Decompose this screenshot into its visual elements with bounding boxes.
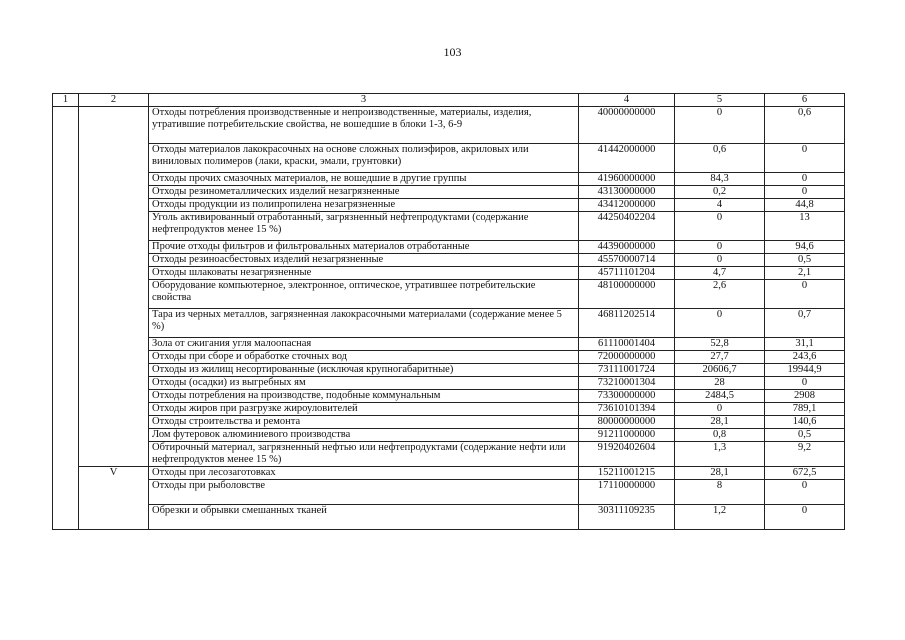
table-row xyxy=(53,212,845,241)
value-col6: 0,5 xyxy=(765,429,845,442)
table-row xyxy=(53,199,845,212)
waste-code: 72000000000 xyxy=(579,351,675,364)
waste-name: Отходы резиноасбестовых изделий незагрязненные xyxy=(149,254,579,267)
table-row xyxy=(53,403,845,416)
waste-code: 48100000000 xyxy=(579,280,675,309)
column-header-6: 6 xyxy=(765,94,845,107)
waste-code: 73300000000 xyxy=(579,390,675,403)
table-row xyxy=(53,442,845,467)
value-col6: 2908 xyxy=(765,390,845,403)
waste-name: Обрезки и обрывки смешанных тканей xyxy=(149,505,579,530)
column-header-4: 4 xyxy=(579,94,675,107)
value-col6: 0 xyxy=(765,173,845,186)
waste-name: Зола от сжигания угля малоопасная xyxy=(149,338,579,351)
table-row xyxy=(53,467,845,480)
waste-name: Отходы потребления производственные и непроизводственные, материалы, изделия, утратившие потребительские свойства, не вошедшие в блоки 1-3, 6-9 xyxy=(149,107,579,144)
waste-name: Уголь активированный отработанный, загрязненный нефтепродуктами (содержание нефтепродуктов менее 15 %) xyxy=(149,212,579,241)
waste-name: Отходы строительства и ремонта xyxy=(149,416,579,429)
value-col6: 13 xyxy=(765,212,845,241)
value-col6: 0 xyxy=(765,480,845,505)
group-label: V xyxy=(79,467,149,530)
header-row xyxy=(53,94,845,107)
value-col5: 27,7 xyxy=(675,351,765,364)
waste-name: Отходы при сборе и обработке сточных вод xyxy=(149,351,579,364)
value-col5: 0 xyxy=(675,107,765,144)
table-row xyxy=(53,429,845,442)
waste-name: Отходы из жилищ несортированные (исключая крупногабаритные) xyxy=(149,364,579,377)
waste-name: Оборудование компьютерное, электронное, оптическое, утратившее потребительские свойства xyxy=(149,280,579,309)
table-row xyxy=(53,144,845,173)
value-col5: 4,7 xyxy=(675,267,765,280)
column-header-3: 3 xyxy=(149,94,579,107)
waste-name: Отходы материалов лакокрасочных на основе сложных полиэфиров, акриловых или виниловых полимеров (лаки, краски, эмали, грунтовки) xyxy=(149,144,579,173)
page-number: 103 xyxy=(443,45,462,59)
table-row xyxy=(53,480,845,505)
waste-name: Отходы (осадки) из выгребных ям xyxy=(149,377,579,390)
waste-code: 30311109235 xyxy=(579,505,675,530)
waste-name: Отходы при рыболовстве xyxy=(149,480,579,505)
table-row xyxy=(53,241,845,254)
value-col5: 4 xyxy=(675,199,765,212)
table-row xyxy=(53,364,845,377)
waste-code: 45570000714 xyxy=(579,254,675,267)
waste-code: 17110000000 xyxy=(579,480,675,505)
table-row xyxy=(53,416,845,429)
col1-merged-cell xyxy=(53,107,79,530)
waste-code: 44250402204 xyxy=(579,212,675,241)
value-col5: 84,3 xyxy=(675,173,765,186)
table-row xyxy=(53,390,845,403)
table-row xyxy=(53,173,845,186)
waste-name: Отходы резинометаллических изделий незагрязненные xyxy=(149,186,579,199)
value-col5: 1,3 xyxy=(675,442,765,467)
value-col5: 20606,7 xyxy=(675,364,765,377)
value-col6: 0,6 xyxy=(765,107,845,144)
waste-name: Отходы жиров при разгрузке жироуловителей xyxy=(149,403,579,416)
value-col5: 0,6 xyxy=(675,144,765,173)
table-row xyxy=(53,351,845,364)
value-col6: 789,1 xyxy=(765,403,845,416)
value-col5: 28,1 xyxy=(675,416,765,429)
value-col5: 2484,5 xyxy=(675,390,765,403)
waste-code: 40000000000 xyxy=(579,107,675,144)
waste-name: Прочие отходы фильтров и фильтровальных материалов отработанные xyxy=(149,241,579,254)
value-col5: 28 xyxy=(675,377,765,390)
table-row xyxy=(53,267,845,280)
table-row xyxy=(53,505,845,530)
table-row xyxy=(53,107,845,144)
waste-name: Отходы продукции из полипропилена незагрязненные xyxy=(149,199,579,212)
waste-name: Лом футеровок алюминиевого производства xyxy=(149,429,579,442)
waste-code: 15211001215 xyxy=(579,467,675,480)
waste-code: 73111001724 xyxy=(579,364,675,377)
waste-code: 43412000000 xyxy=(579,199,675,212)
waste-code: 73610101394 xyxy=(579,403,675,416)
waste-name: Отходы потребления на производстве, подобные коммунальным xyxy=(149,390,579,403)
column-header-2: 2 xyxy=(79,94,149,107)
value-col6: 0,5 xyxy=(765,254,845,267)
value-col5: 2,6 xyxy=(675,280,765,309)
column-header-1: 1 xyxy=(53,94,79,107)
value-col6: 31,1 xyxy=(765,338,845,351)
value-col6: 94,6 xyxy=(765,241,845,254)
waste-code: 80000000000 xyxy=(579,416,675,429)
value-col5: 0 xyxy=(675,212,765,241)
value-col6: 0 xyxy=(765,505,845,530)
value-col6: 0,7 xyxy=(765,309,845,338)
waste-name: Тара из черных металлов, загрязненная лакокрасочными материалами (содержание менее 5 %) xyxy=(149,309,579,338)
value-col5: 0 xyxy=(675,254,765,267)
value-col6: 0 xyxy=(765,377,845,390)
waste-code: 41960000000 xyxy=(579,173,675,186)
value-col5: 0 xyxy=(675,241,765,254)
value-col6: 0 xyxy=(765,186,845,199)
column-header-5: 5 xyxy=(675,94,765,107)
waste-code: 91920402604 xyxy=(579,442,675,467)
value-col5: 52,8 xyxy=(675,338,765,351)
table-row xyxy=(53,186,845,199)
value-col5: 0,2 xyxy=(675,186,765,199)
value-col6: 0 xyxy=(765,144,845,173)
waste-name: Обтирочный материал, загрязненный нефтью или нефтепродуктами (содержание нефти или нефтепродуктов менее 15 %) xyxy=(149,442,579,467)
value-col5: 28,1 xyxy=(675,467,765,480)
waste-name: Отходы прочих смазочных материалов, не вошедшие в другие группы xyxy=(149,173,579,186)
value-col6: 2,1 xyxy=(765,267,845,280)
value-col5: 0 xyxy=(675,403,765,416)
table-row xyxy=(53,254,845,267)
table-row xyxy=(53,309,845,338)
waste-code: 43130000000 xyxy=(579,186,675,199)
value-col6: 672,5 xyxy=(765,467,845,480)
waste-code: 73210001304 xyxy=(579,377,675,390)
waste-code: 45711101204 xyxy=(579,267,675,280)
col2-merged-cell xyxy=(79,107,149,467)
value-col6: 19944,9 xyxy=(765,364,845,377)
value-col5: 0 xyxy=(675,309,765,338)
value-col6: 140,6 xyxy=(765,416,845,429)
waste-code: 91211000000 xyxy=(579,429,675,442)
value-col5: 8 xyxy=(675,480,765,505)
table-row xyxy=(53,280,845,309)
value-col6: 0 xyxy=(765,280,845,309)
table-row xyxy=(53,338,845,351)
waste-code: 44390000000 xyxy=(579,241,675,254)
value-col6: 44,8 xyxy=(765,199,845,212)
waste-name: Отходы шлаковаты незагрязненные xyxy=(149,267,579,280)
value-col5: 1,2 xyxy=(675,505,765,530)
waste-code: 46811202514 xyxy=(579,309,675,338)
waste-table xyxy=(52,93,845,530)
waste-code: 61110001404 xyxy=(579,338,675,351)
waste-code: 41442000000 xyxy=(579,144,675,173)
value-col5: 0,8 xyxy=(675,429,765,442)
table-row xyxy=(53,377,845,390)
value-col6: 243,6 xyxy=(765,351,845,364)
waste-name: Отходы при лесозаготовках xyxy=(149,467,579,480)
value-col6: 9,2 xyxy=(765,442,845,467)
